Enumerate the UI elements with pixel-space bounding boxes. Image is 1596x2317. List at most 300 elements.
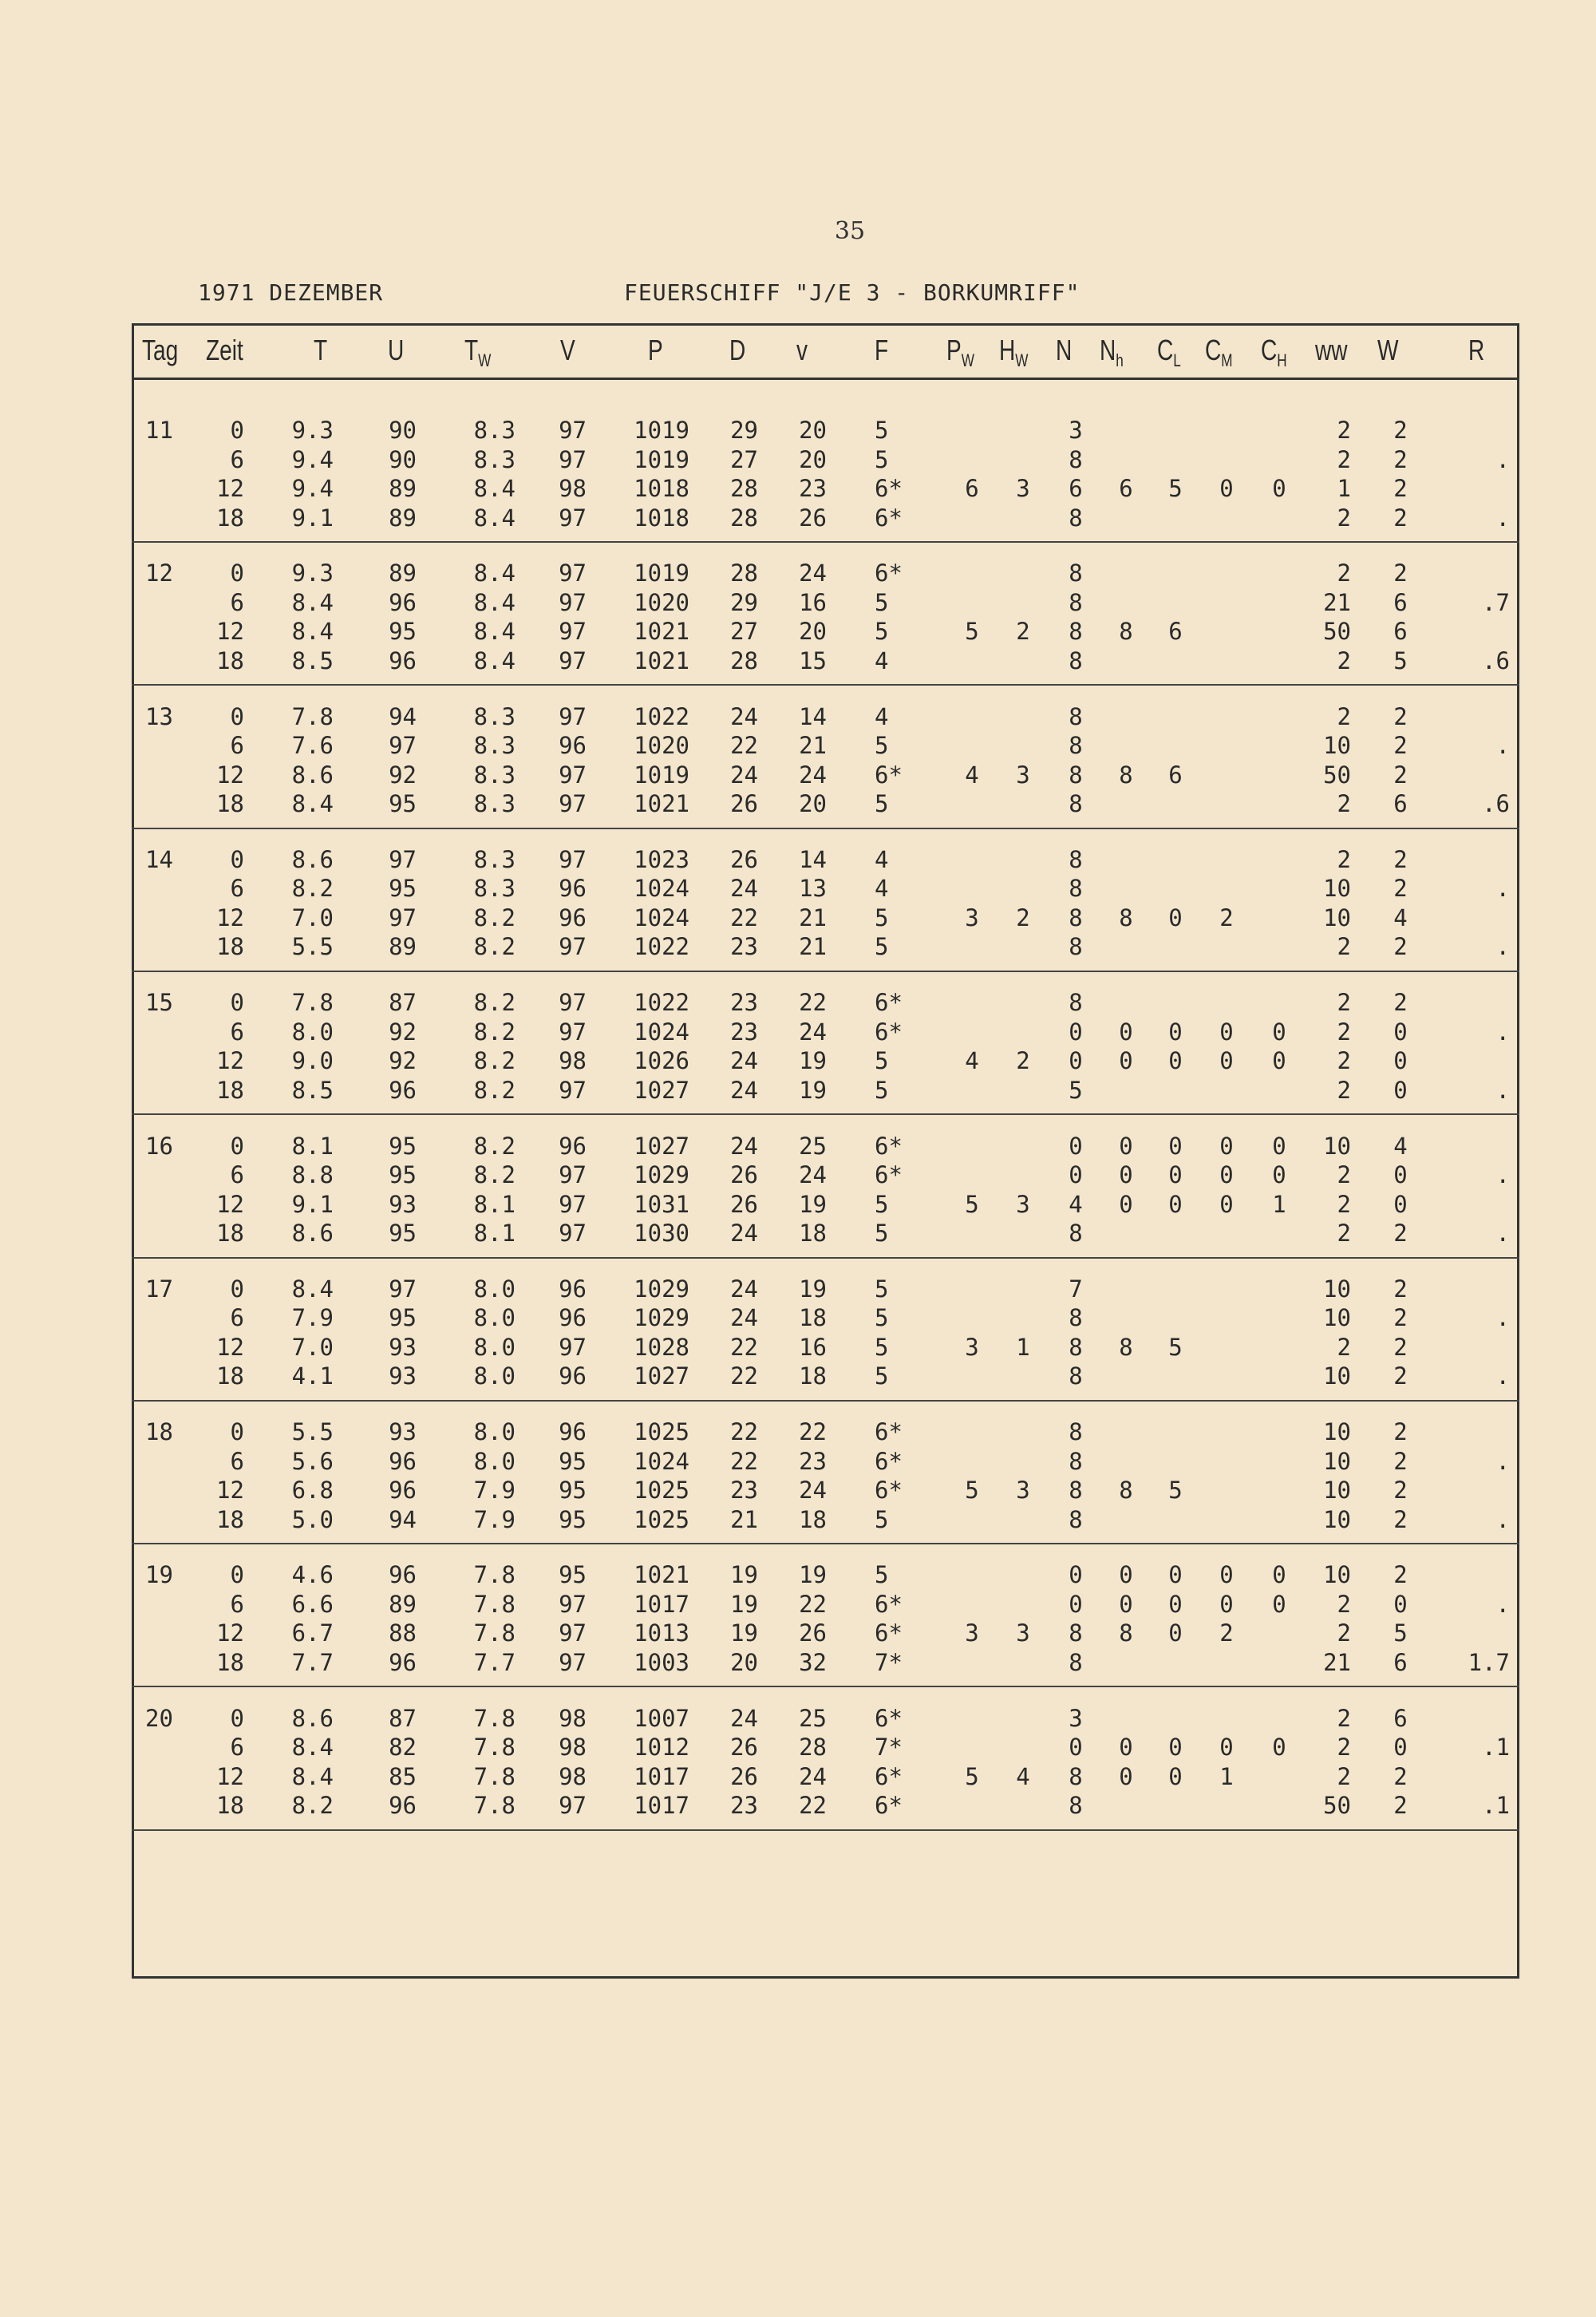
cell-v-speed: 22 [799, 989, 827, 1017]
cell-ww: 50 [1323, 618, 1351, 646]
cell-pw: 6 [965, 475, 979, 502]
cell-p: 1028 [634, 1333, 689, 1361]
day-separator [132, 1113, 1519, 1115]
header-rule [132, 378, 1519, 380]
day-tag: 19 [145, 1561, 173, 1589]
cell-f: 5 [875, 933, 889, 961]
column-header-subscript: L [1173, 350, 1181, 371]
cell-u: 88 [389, 1619, 417, 1647]
cell-v-speed: 28 [799, 1734, 827, 1761]
cell-zeit: 18 [216, 1220, 244, 1247]
cell-tw: 8.2 [473, 1047, 516, 1075]
cell-t: 8.6 [291, 845, 334, 873]
cell-v-speed: 21 [799, 903, 827, 931]
day-tag: 15 [145, 989, 173, 1017]
cell-t: 5.5 [291, 933, 334, 961]
cell-t: 5.0 [291, 1505, 334, 1533]
cell-cl: 0 [1168, 1047, 1183, 1075]
cell-u: 95 [389, 790, 417, 818]
cell-d: 23 [730, 989, 758, 1017]
cell-t: 9.4 [291, 475, 334, 502]
cell-nh: 0 [1119, 1161, 1133, 1188]
cell-v-speed: 19 [799, 1047, 827, 1075]
cell-w: 0 [1393, 1047, 1408, 1075]
cell-v: 97 [559, 1590, 587, 1618]
cell-u: 97 [389, 732, 417, 760]
cell-u: 96 [389, 646, 417, 674]
cell-ch: 0 [1272, 1734, 1286, 1761]
cell-v: 96 [559, 1418, 587, 1446]
cell-pw: 3 [965, 903, 979, 931]
cell-ww: 2 [1337, 845, 1351, 873]
cell-p: 1019 [634, 559, 689, 587]
cell-r: .1 [1482, 1792, 1510, 1820]
cell-zeit: 6 [230, 1447, 244, 1475]
cell-ww: 10 [1323, 1362, 1351, 1390]
cell-w: 2 [1393, 417, 1408, 444]
cell-w: 0 [1393, 1018, 1408, 1046]
cell-t: 7.0 [291, 1333, 334, 1361]
cell-w: 6 [1393, 1704, 1408, 1732]
cell-d: 29 [730, 417, 758, 444]
cell-n: 8 [1069, 1333, 1083, 1361]
cell-zeit: 12 [216, 1762, 244, 1790]
cell-r: . [1495, 1220, 1510, 1247]
cell-v: 97 [559, 989, 587, 1017]
cell-d: 19 [730, 1561, 758, 1589]
cell-w: 2 [1393, 1762, 1408, 1790]
cell-t: 9.3 [291, 417, 334, 444]
cell-pw: 5 [965, 1477, 979, 1504]
cell-hw: 3 [1016, 1190, 1030, 1218]
cell-ww: 10 [1323, 1304, 1351, 1332]
cell-ww: 10 [1323, 1132, 1351, 1160]
cell-cm: 0 [1219, 1561, 1234, 1589]
cell-w: 2 [1393, 933, 1408, 961]
cell-cm: 2 [1219, 903, 1234, 931]
cell-zeit: 6 [230, 1590, 244, 1618]
cell-cm: 0 [1219, 1190, 1234, 1218]
cell-r: . [1495, 1362, 1510, 1390]
cell-d: 28 [730, 475, 758, 502]
cell-ww: 10 [1323, 875, 1351, 903]
cell-hw: 1 [1016, 1333, 1030, 1361]
cell-tw: 8.3 [473, 761, 516, 789]
cell-zeit: 12 [216, 1047, 244, 1075]
cell-p: 1017 [634, 1792, 689, 1820]
cell-tw: 8.2 [473, 989, 516, 1017]
cell-d: 26 [730, 1190, 758, 1218]
day-separator [132, 1829, 1519, 1831]
cell-cl: 6 [1168, 761, 1183, 789]
cell-n: 6 [1069, 475, 1083, 502]
cell-u: 89 [389, 475, 417, 502]
cell-tw: 8.4 [473, 618, 516, 646]
column-header-label: Tag [142, 334, 179, 366]
cell-d: 21 [730, 1505, 758, 1533]
cell-v-speed: 24 [799, 1161, 827, 1188]
cell-v-speed: 18 [799, 1505, 827, 1533]
cell-u: 96 [389, 1561, 417, 1589]
cell-f: 5 [875, 588, 889, 616]
cell-n: 5 [1069, 1076, 1083, 1104]
cell-ch: 0 [1272, 1132, 1286, 1160]
cell-w: 0 [1393, 1076, 1408, 1104]
cell-u: 96 [389, 1648, 417, 1676]
column-header-label: C [1205, 334, 1222, 366]
cell-p: 1022 [634, 702, 689, 730]
cell-cm: 0 [1219, 1047, 1234, 1075]
cell-nh: 0 [1119, 1734, 1133, 1761]
cell-n: 0 [1069, 1047, 1083, 1075]
cell-t: 8.2 [291, 875, 334, 903]
cell-r: 1.7 [1468, 1648, 1510, 1676]
cell-t: 7.8 [291, 989, 334, 1017]
cell-f: 6* [875, 1477, 903, 1504]
cell-v: 98 [559, 1047, 587, 1075]
cell-t: 7.9 [291, 1304, 334, 1332]
cell-t: 8.5 [291, 646, 334, 674]
cell-w: 2 [1393, 1362, 1408, 1390]
cell-n: 0 [1069, 1561, 1083, 1589]
cell-v: 98 [559, 475, 587, 502]
cell-zeit: 18 [216, 1792, 244, 1820]
cell-ch: 0 [1272, 1561, 1286, 1589]
cell-v-speed: 20 [799, 790, 827, 818]
day-separator [132, 971, 1519, 972]
day-tag: 14 [145, 845, 173, 873]
cell-u: 85 [389, 1762, 417, 1790]
cell-t: 4.6 [291, 1561, 334, 1589]
cell-f: 4 [875, 875, 889, 903]
column-header-v-speed [796, 334, 808, 367]
cell-u: 90 [389, 445, 417, 473]
cell-t: 4.1 [291, 1362, 334, 1390]
cell-hw: 2 [1016, 618, 1030, 646]
cell-n: 0 [1069, 1590, 1083, 1618]
cell-v-speed: 23 [799, 1447, 827, 1475]
cell-pw: 3 [965, 1619, 979, 1647]
cell-n: 7 [1069, 1275, 1083, 1303]
cell-r: . [1495, 732, 1510, 760]
cell-r: .7 [1482, 588, 1510, 616]
cell-p: 1021 [634, 1561, 689, 1589]
column-header-cm [1205, 334, 1233, 371]
cell-w: 2 [1393, 445, 1408, 473]
cell-ww: 10 [1323, 1418, 1351, 1446]
cell-tw: 7.7 [473, 1648, 516, 1676]
cell-f: 6* [875, 504, 903, 532]
cell-t: 9.0 [291, 1047, 334, 1075]
column-header-subscript: H [1277, 350, 1287, 371]
cell-v: 96 [559, 903, 587, 931]
cell-pw: 5 [965, 1190, 979, 1218]
cell-p: 1017 [634, 1762, 689, 1790]
column-header-label: ww [1315, 334, 1348, 366]
cell-zeit: 6 [230, 1161, 244, 1188]
cell-d: 23 [730, 933, 758, 961]
cell-d: 24 [730, 1132, 758, 1160]
cell-t: 8.4 [291, 790, 334, 818]
column-header-label: N [1056, 334, 1073, 366]
cell-nh: 0 [1119, 1047, 1133, 1075]
cell-u: 93 [389, 1362, 417, 1390]
cell-hw: 3 [1016, 1477, 1030, 1504]
cell-t: 8.0 [291, 1018, 334, 1046]
cell-tw: 7.9 [473, 1505, 516, 1533]
cell-d: 22 [730, 1333, 758, 1361]
column-header-ch [1261, 334, 1287, 371]
cell-d: 22 [730, 1418, 758, 1446]
cell-d: 26 [730, 1161, 758, 1188]
day-tag: 13 [145, 702, 173, 730]
cell-f: 5 [875, 445, 889, 473]
cell-v-speed: 15 [799, 646, 827, 674]
cell-w: 0 [1393, 1161, 1408, 1188]
column-header-t [314, 334, 327, 367]
cell-zeit: 18 [216, 1362, 244, 1390]
cell-v-speed: 19 [799, 1561, 827, 1589]
cell-ww: 50 [1323, 761, 1351, 789]
cell-u: 93 [389, 1418, 417, 1446]
column-header-label: H [999, 334, 1016, 366]
cell-t: 8.2 [291, 1792, 334, 1820]
cell-ww: 2 [1337, 559, 1351, 587]
cell-t: 8.4 [291, 618, 334, 646]
cell-cm: 1 [1219, 1762, 1234, 1790]
cell-d: 24 [730, 1220, 758, 1247]
cell-w: 5 [1393, 1619, 1408, 1647]
cell-w: 2 [1393, 1561, 1408, 1589]
cell-d: 22 [730, 903, 758, 931]
cell-v: 97 [559, 845, 587, 873]
cell-f: 6* [875, 1132, 903, 1160]
cell-zeit: 18 [216, 646, 244, 674]
cell-d: 19 [730, 1590, 758, 1618]
cell-ww: 2 [1337, 1590, 1351, 1618]
cell-tw: 8.2 [473, 903, 516, 931]
day-tag: 18 [145, 1418, 173, 1446]
cell-p: 1027 [634, 1076, 689, 1104]
column-header-label: U [388, 334, 405, 366]
cell-tw: 8.0 [473, 1304, 516, 1332]
cell-ww: 2 [1337, 1190, 1351, 1218]
cell-nh: 8 [1119, 903, 1133, 931]
column-header-n [1056, 334, 1072, 367]
cell-v-speed: 25 [799, 1704, 827, 1732]
cell-r: .6 [1482, 646, 1510, 674]
cell-p: 1012 [634, 1734, 689, 1761]
cell-v-speed: 24 [799, 1477, 827, 1504]
cell-v: 97 [559, 1190, 587, 1218]
day-tag: 11 [145, 417, 173, 444]
cell-v: 97 [559, 1076, 587, 1104]
cell-tw: 7.9 [473, 1477, 516, 1504]
cell-zeit: 0 [230, 1704, 244, 1732]
cell-t: 5.6 [291, 1447, 334, 1475]
cell-tw: 8.3 [473, 732, 516, 760]
cell-nh: 8 [1119, 761, 1133, 789]
cell-cm: 0 [1219, 475, 1234, 502]
cell-w: 2 [1393, 702, 1408, 730]
day-separator [132, 1400, 1519, 1402]
cell-r: .6 [1482, 790, 1510, 818]
cell-ww: 2 [1337, 1018, 1351, 1046]
cell-v: 97 [559, 646, 587, 674]
cell-ww: 2 [1337, 933, 1351, 961]
cell-p: 1024 [634, 1447, 689, 1475]
cell-u: 95 [389, 1220, 417, 1247]
cell-d: 26 [730, 790, 758, 818]
cell-nh: 0 [1119, 1762, 1133, 1790]
cell-w: 2 [1393, 475, 1408, 502]
cell-f: 6* [875, 1161, 903, 1188]
cell-r: . [1495, 1505, 1510, 1533]
cell-t: 9.3 [291, 559, 334, 587]
cell-ww: 50 [1323, 1792, 1351, 1820]
cell-t: 8.1 [291, 1132, 334, 1160]
cell-p: 1020 [634, 732, 689, 760]
cell-n: 8 [1069, 1418, 1083, 1446]
cell-d: 22 [730, 1362, 758, 1390]
cell-zeit: 18 [216, 504, 244, 532]
cell-f: 6* [875, 1792, 903, 1820]
cell-cm: 2 [1219, 1619, 1234, 1647]
cell-f: 5 [875, 1275, 889, 1303]
cell-hw: 2 [1016, 1047, 1030, 1075]
cell-p: 1022 [634, 933, 689, 961]
cell-cl: 0 [1168, 1561, 1183, 1589]
cell-ww: 2 [1337, 1619, 1351, 1647]
cell-u: 82 [389, 1734, 417, 1761]
cell-v: 97 [559, 1161, 587, 1188]
cell-ch: 0 [1272, 1047, 1286, 1075]
column-header-nh [1100, 334, 1124, 371]
cell-w: 2 [1393, 1220, 1408, 1247]
cell-v-speed: 22 [799, 1590, 827, 1618]
cell-nh: 0 [1119, 1132, 1133, 1160]
cell-w: 2 [1393, 1505, 1408, 1533]
day-tag: 16 [145, 1132, 173, 1160]
cell-v: 98 [559, 1734, 587, 1761]
cell-zeit: 12 [216, 903, 244, 931]
cell-t: 8.8 [291, 1161, 334, 1188]
cell-f: 5 [875, 618, 889, 646]
cell-u: 95 [389, 618, 417, 646]
cell-zeit: 18 [216, 933, 244, 961]
cell-p: 1030 [634, 1220, 689, 1247]
cell-f: 5 [875, 1505, 889, 1533]
cell-cl: 6 [1168, 618, 1183, 646]
cell-cl: 0 [1168, 1190, 1183, 1218]
cell-n: 8 [1069, 445, 1083, 473]
cell-zeit: 0 [230, 1561, 244, 1589]
cell-n: 8 [1069, 1619, 1083, 1647]
cell-cm: 0 [1219, 1161, 1234, 1188]
column-header-p [648, 334, 663, 367]
cell-tw: 8.0 [473, 1362, 516, 1390]
cell-n: 8 [1069, 875, 1083, 903]
cell-ww: 21 [1323, 588, 1351, 616]
cell-n: 8 [1069, 989, 1083, 1017]
cell-v-speed: 23 [799, 475, 827, 502]
cell-d: 24 [730, 1047, 758, 1075]
cell-zeit: 6 [230, 1018, 244, 1046]
cell-f: 6* [875, 559, 903, 587]
cell-zeit: 6 [230, 1304, 244, 1332]
cell-nh: 0 [1119, 1190, 1133, 1218]
cell-ww: 2 [1337, 702, 1351, 730]
cell-v-speed: 14 [799, 702, 827, 730]
cell-w: 2 [1393, 875, 1408, 903]
cell-w: 2 [1393, 1447, 1408, 1475]
cell-v: 95 [559, 1561, 587, 1589]
cell-u: 97 [389, 903, 417, 931]
cell-tw: 8.3 [473, 445, 516, 473]
cell-r: . [1495, 1076, 1510, 1104]
cell-v: 97 [559, 790, 587, 818]
page-number: 35 [834, 217, 866, 245]
cell-v-speed: 25 [799, 1132, 827, 1160]
cell-cl: 5 [1168, 1477, 1183, 1504]
day-separator [132, 1543, 1519, 1544]
cell-v: 98 [559, 1704, 587, 1732]
cell-tw: 8.1 [473, 1190, 516, 1218]
cell-d: 26 [730, 1734, 758, 1761]
cell-f: 5 [875, 1362, 889, 1390]
cell-p: 1027 [634, 1132, 689, 1160]
cell-v-speed: 24 [799, 559, 827, 587]
cell-ww: 10 [1323, 903, 1351, 931]
cell-ch: 0 [1272, 1161, 1286, 1188]
cell-v-speed: 14 [799, 845, 827, 873]
cell-r: . [1495, 1447, 1510, 1475]
cell-d: 28 [730, 504, 758, 532]
cell-f: 5 [875, 1304, 889, 1332]
column-header-label: F [875, 334, 889, 366]
cell-v-speed: 19 [799, 1275, 827, 1303]
cell-f: 5 [875, 903, 889, 931]
cell-p: 1025 [634, 1477, 689, 1504]
cell-nh: 0 [1119, 1018, 1133, 1046]
cell-cm: 0 [1219, 1734, 1234, 1761]
cell-v: 95 [559, 1477, 587, 1504]
cell-tw: 7.8 [473, 1590, 516, 1618]
cell-hw: 4 [1016, 1762, 1030, 1790]
cell-u: 95 [389, 875, 417, 903]
day-tag: 20 [145, 1704, 173, 1732]
cell-t: 8.6 [291, 1220, 334, 1247]
cell-w: 6 [1393, 588, 1408, 616]
column-header-tw [464, 334, 491, 371]
cell-u: 96 [389, 1477, 417, 1504]
day-tag: 12 [145, 559, 173, 587]
cell-ww: 2 [1337, 1161, 1351, 1188]
cell-cl: 0 [1168, 1734, 1183, 1761]
cell-v: 97 [559, 1619, 587, 1647]
cell-u: 97 [389, 1275, 417, 1303]
cell-n: 8 [1069, 845, 1083, 873]
column-header-subscript: W [478, 350, 492, 371]
cell-tw: 8.0 [473, 1275, 516, 1303]
cell-w: 0 [1393, 1734, 1408, 1761]
cell-tw: 7.8 [473, 1792, 516, 1820]
cell-nh: 8 [1119, 1333, 1133, 1361]
cell-tw: 8.4 [473, 646, 516, 674]
cell-p: 1021 [634, 646, 689, 674]
cell-f: 6* [875, 1704, 903, 1732]
column-header-u [388, 334, 404, 367]
